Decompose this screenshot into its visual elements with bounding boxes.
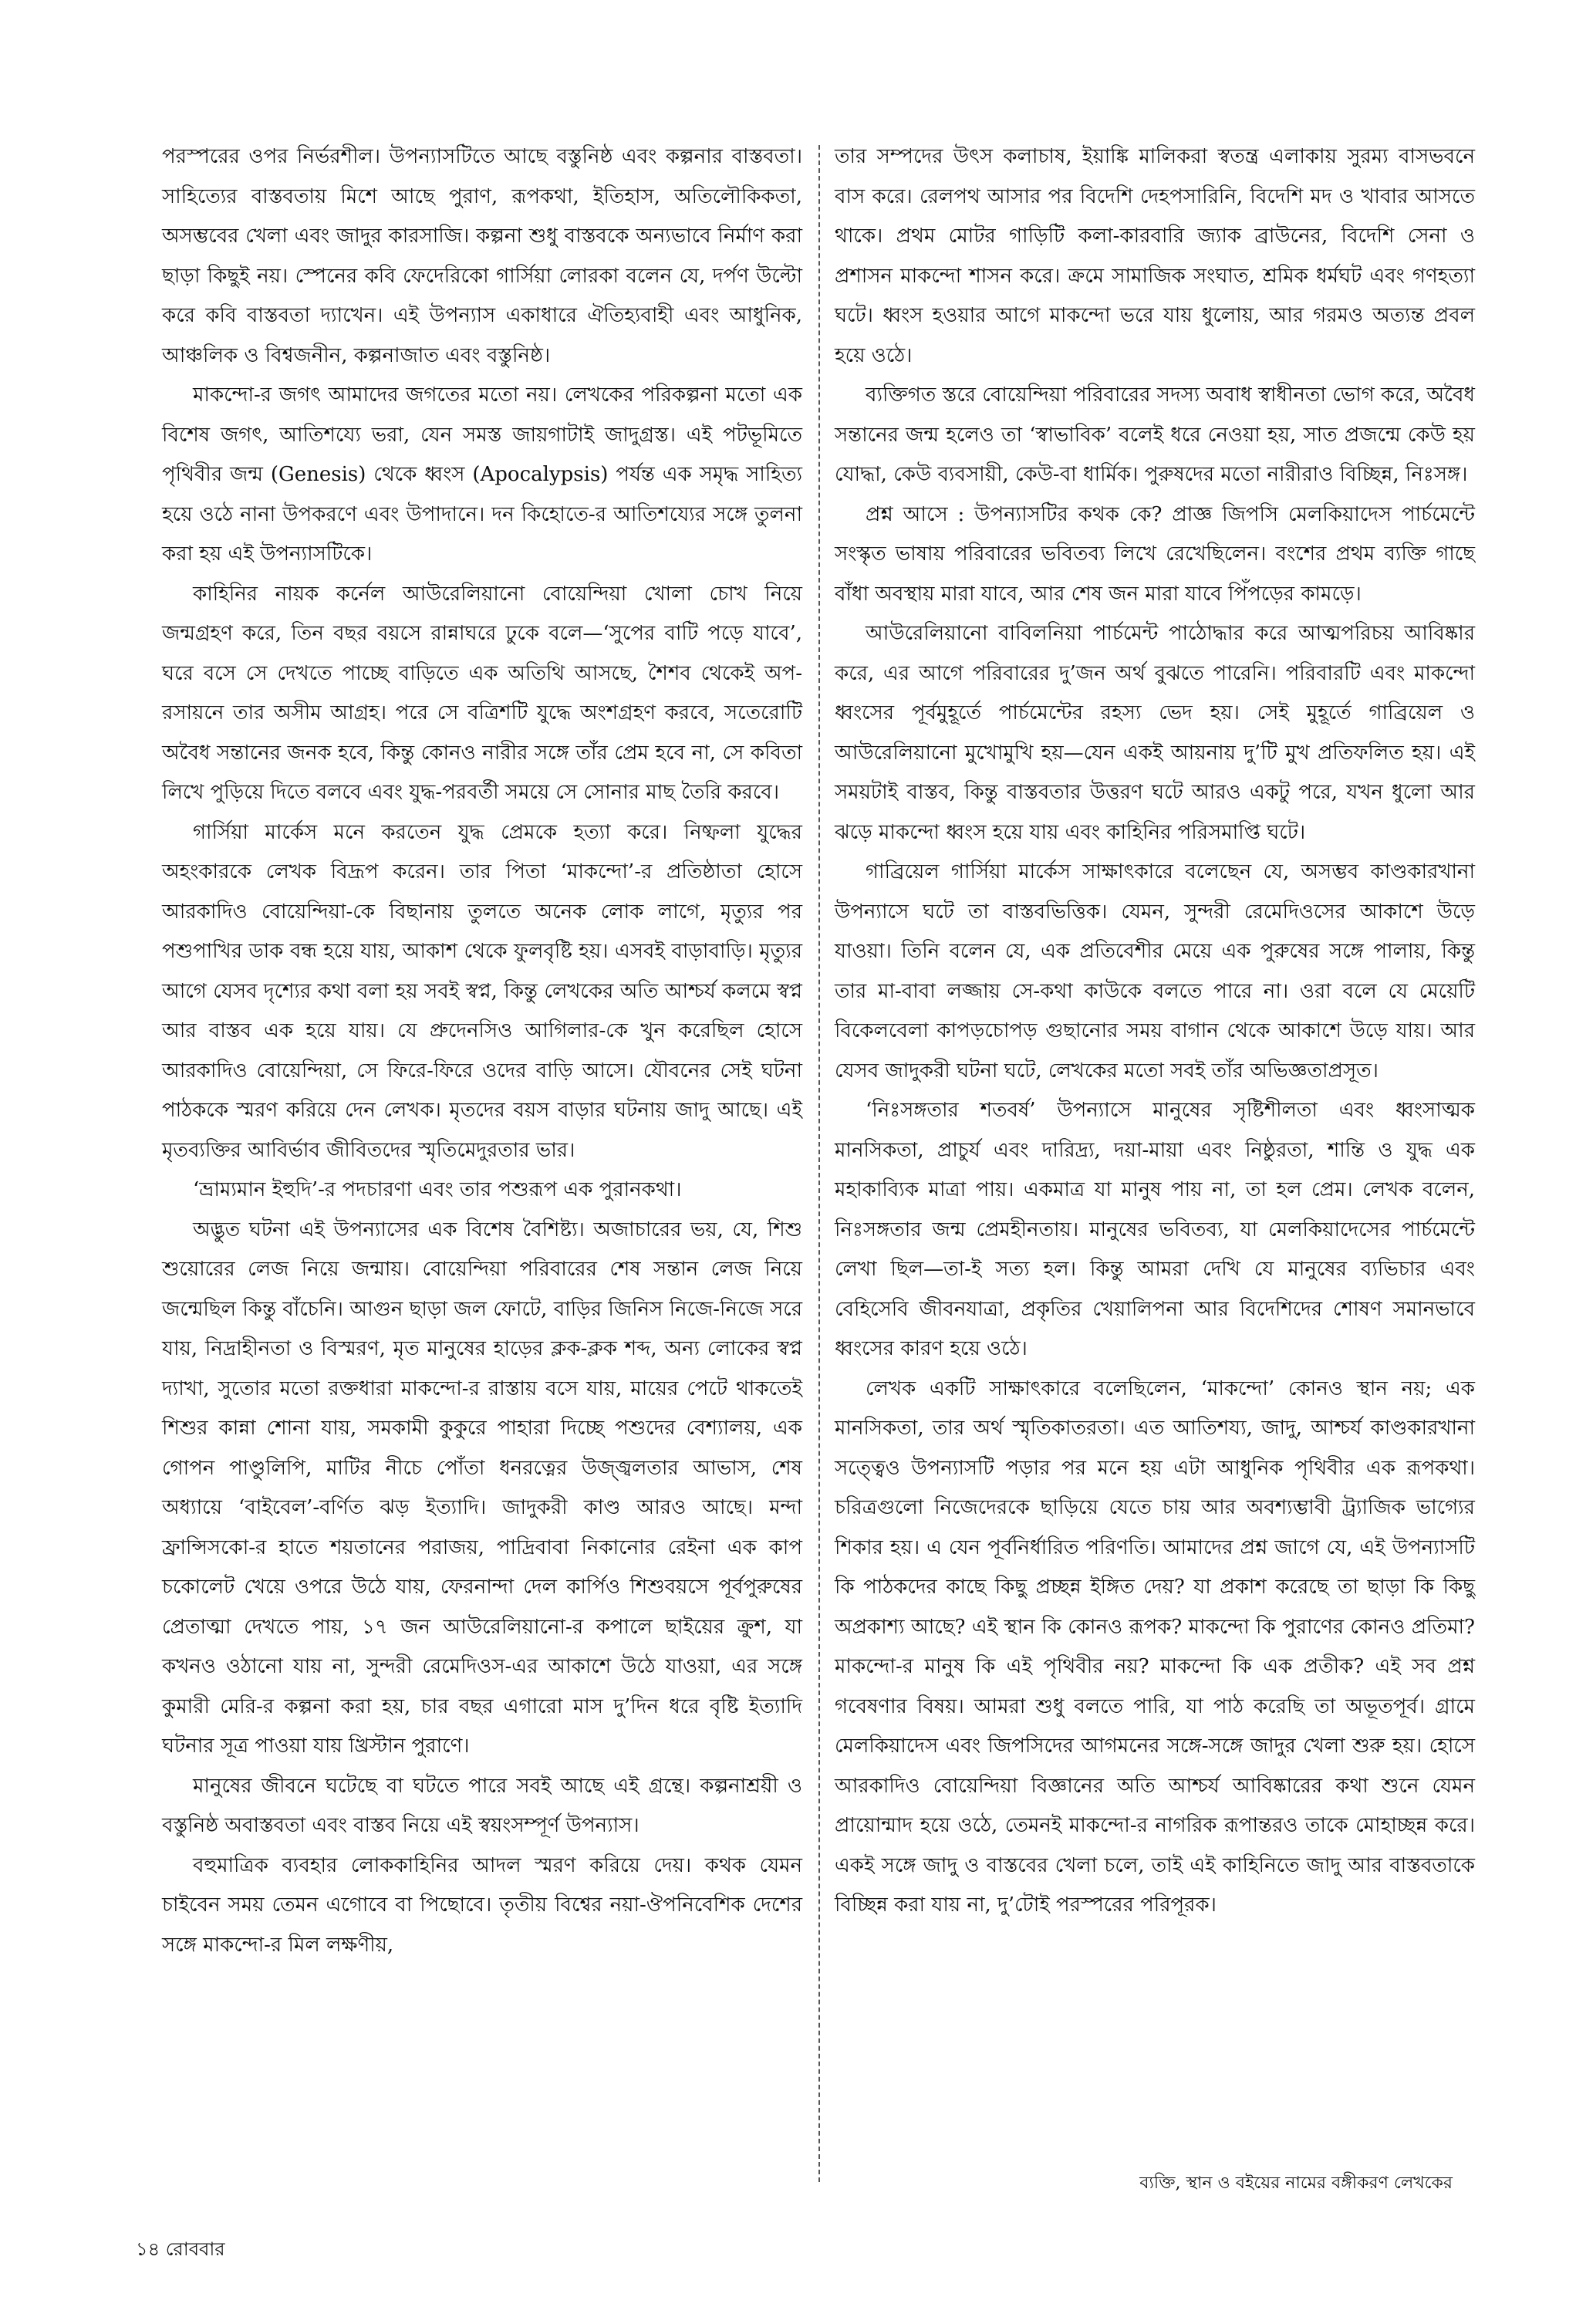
article-paragraph: ব্যক্তিগত স্তরে বোয়েন্দিয়া পরিবারের সদস্য অবাধ স্বাধীনতা ভোগ করে, অবৈধ সন্তানের জন্ম হলেও তা ‘স্বাভাবিক’ বলেই ধরে নেওয়া হয়, সাত প্রজন্মে কেউ হয় যোদ্ধা, কেউ ব্যবসায়ী, কেউ-বা ধার্মিক। পুরুষদের মতো নারীরাও বিচ্ছিন্ন, নিঃসঙ্গ।: [835, 383, 1475, 486]
article-paragraph: কাহিনির নায়ক কর্নেল আউরেলিয়ানো বোয়েন্দিয়া খোলা চোখ নিয়ে জন্মগ্রহণ করে, তিন বছর বয়সে রান্নাঘরে ঢুকে বলে—‘সুপের বাটি পড়ে যাবে’, ঘরে বসে সে দেখতে পাচ্ছে বাড়িতে এক অতিথি আসছে, শৈশব থেকেই অপ-রসায়নে তার অসীম আগ্রহ। পরে সে বত্রিশটি যুদ্ধে অংশগ্রহণ করবে, সতেরোটি অবৈধ সন্তানের জনক হবে, কিন্তু কোনও নারীর সঙ্গে তাঁর প্রেম হবে না, সে কবিতা লিখে পুড়িয়ে দিতে বলবে এবং যুদ্ধ-পরবর্তী সময়ে সে সোনার মাছ তৈরি করবে।: [162, 582, 802, 804]
article-paragraph: ‘ভ্রাম্যমান ইহুদি’-র পদচারণা এবং তার পশুরূপ এক পুরানকথা।: [193, 1178, 682, 1201]
article-paragraph: মানুষের জীবনে ঘটেছে বা ঘটতে পারে সবই আছে এই গ্রন্থে। কল্পনাশ্রয়ী ও বস্তুনিষ্ঠ অবাস্তবতা এবং বাস্তব নিয়ে এই স্বয়ংসম্পূর্ণ উপন্যাস।: [162, 1774, 802, 1837]
translation-credit-note: ব্যক্তি, স্থান ও বইয়ের নামের বঙ্গীকরণ লেখকের: [1139, 2174, 1453, 2193]
article-paragraph: গার্সিয়া মার্কেস মনে করতেন যুদ্ধ প্রেমকে হত্যা করে। নিষ্ফলা যুদ্ধের অহংকারকে লেখক বিদ্রূপ করেন। তার পিতা ‘মাকন্দো’-র প্রতিষ্ঠাতা হোসে আরকাদিও বোয়েন্দিয়া-কে বিছানায় তুলতে অনেক লোক লাগে, মৃত্যুর পর পশুপাখির ডাক বন্ধ হয়ে যায়, আকাশ থেকে ফুলবৃষ্টি হয়। এসবই বাড়াবাড়ি। মৃত্যুর আগে যেসব দৃশ্যের কথা বলা হয় সবই স্বপ্ন, কিন্তু লেখকের অতি আশ্চর্য কলমে স্বপ্ন আর বাস্তব এক হয়ে যায়। যে প্রুদেনসিও আগিলার-কে খুন করেছিল হোসে আরকাদিও বোয়েন্দিয়া, সে ফিরে-ফিরে ওদের বাড়ি আসে। যৌবনের সেই ঘটনা পাঠককে স্মরণ করিয়ে দেন লেখক। মৃতদের বয়স বাড়ার ঘটনায় জাদু আছে। এই মৃতব্যক্তির আবির্ভাব জীবিতদের স্মৃতিমেদুরতার ভার।: [162, 820, 802, 1162]
article-right-column: [835, 137, 1475, 1926]
article-paragraph: আউরেলিয়ানো বাবিলনিয়া পার্চমেন্ট পাঠোদ্ধার করে আত্মপরিচয় আবিষ্কার করে, এর আগে পরিবারের দু’জন অর্থ বুঝতে পারেনি। পরিবারটি এবং মাকন্দো ধ্বংসের পূর্বমুহূর্তে পার্চমেন্টের রহস্য ভেদ হয়। সেই মুহূর্তে গাব্রিয়েল ও আউরেলিয়ানো মুখোমুখি হয়—যেন একই আয়নায় দু’টি মুখ প্রতিফলিত হয়। এই সময়টাই বাস্তব, কিন্তু বাস্তবতার উত্তরণ ঘটে আরও একটু পরে, যখন ধুলো আর ঝড়ে মাকন্দো ধ্বংস হয়ে যায় এবং কাহিনির পরিসমাপ্তি ঘটে।: [835, 622, 1475, 844]
article-paragraph: লেখক একটি সাক্ষাৎকারে বলেছিলেন, ‘মাকন্দো’ কোনও স্থান নয়; এক মানসিকতা, তার অর্থ স্মৃতিকাতরতা। এত আতিশয্য, জাদু, আশ্চর্য কাণ্ডকারখানা সত্ত্বেও উপন্যাসটি পড়ার পর মনে হয় এটা আধুনিক পৃথিবীর এক রূপকথা। চরিত্রগুলো নিজেদেরকে ছাড়িয়ে যেতে চায় আর অবশ্যম্ভাবী ট্র্যাজিক ভাগ্যের শিকার হয়। এ যেন পূর্বনির্ধারিত পরিণতি। আমাদের প্রশ্ন জাগে যে, এই উপন্যাসটি কি পাঠকদের কাছে কিছু প্রচ্ছন্ন ইঙ্গিত দেয়? যা প্রকাশ করেছে তা ছাড়া কি কিছু অপ্রকাশ্য আছে? এই স্থান কি কোনও রূপক? মাকন্দো কি পুরাণের কোনও প্রতিমা? মাকন্দো-র মানুষ কি এই পৃথিবীর নয়? মাকন্দো কি এক প্রতীক? এই সব প্রশ্ন গবেষণার বিষয়। আমরা শুধু বলতে পারি, যা পাঠ করেছি তা অভূতপূর্ব। গ্রামে মেলকিয়াদেস এবং জিপসিদের আগমনের সঙ্গে-সঙ্গে জাদুর খেলা শুরু হয়। হোসে আরকাদিও বোয়েন্দিয়া বিজ্ঞানের অতি আশ্চর্য আবিষ্কারের কথা শুনে যেমন প্রায়োন্মাদ হয়ে ওঠে, তেমনই মাকন্দো-র নাগরিক রূপান্তরও তাকে মোহাচ্ছন্ন করে। একই সঙ্গে জাদু ও বাস্তবের খেলা চলে, তাই এই কাহিনিতে জাদু আর বাস্তবতাকে বিচ্ছিন্ন করা যায় না, দু’টোই পরস্পরের পরিপূরক।: [835, 1376, 1475, 1917]
article-paragraph: অদ্ভুত ঘটনা এই উপন্যাসের এক বিশেষ বৈশিষ্ট্য। অজাচারের ভয়, যে, শিশু শুয়োরের লেজ নিয়ে জন্মায়। বোয়েন্দিয়া পরিবারের শেষ সন্তান লেজ নিয়ে জন্মেছিল কিন্তু বাঁচেনি। আগুন ছাড়া জল ফোটে, বাড়ির জিনিস নিজে-নিজে সরে যায়, নিদ্রাহীনতা ও বিস্মরণ, মৃত মানুষের হাড়ের ক্লক-ক্লক শব্দ, অন্য লোকের স্বপ্ন দ্যাখা, সুতোর মতো রক্তধারা মাকন্দো-র রাস্তায় বসে যায়, মায়ের পেটে থাকতেই শিশুর কান্না শোনা যায়, সমকামী কুকুরে পাহারা দিচ্ছে পশুদের বেশ্যালয়, এক গোপন পাণ্ডুলিপি, মাটির নীচে পোঁতা ধনরত্নের উজ্জ্বলতার আভাস, শেষ অধ্যায়ে ‘বাইবেল’-বর্ণিত ঝড় ইত্যাদি। জাদুকরী কাণ্ড আরও আছে। মন্দা ফ্রান্সিসকো-র হাতে শয়তানের পরাজয়, পাদ্রিবাবা নিকানোর রেইনা এক কাপ চকোলেট খেয়ে ওপরে উঠে যায়, ফেরনান্দা দেল কার্পিও শিশুবয়সে পূর্বপুরুষের প্রেতাত্মা দেখতে পায়, ১৭ জন আউরেলিয়ানো-র কপালে ছাইয়ের ক্রুশ, যা কখনও ওঠানো যায় না, সুন্দরী রেমেদিওস-এর আকাশে উঠে যাওয়া, এর সঙ্গে কুমারী মেরি-র কল্পনা করা হয়, চার বছর এগারো মাস দু’দিন ধরে বৃষ্টি ইত্যাদি ঘটনার সূত্র পাওয়া যায় খ্রিস্টান পুরাণে।: [162, 1218, 802, 1758]
magazine-name: রোববার: [165, 2238, 225, 2260]
article-paragraph: মাকন্দো-র জগৎ আমাদের জগতের মতো নয়। লেখকের পরিকল্পনা মতো এক বিশেষ জগৎ, আতিশয্যে ভরা, যেন সমস্ত জায়গাটাই জাদুগ্রস্ত। এই পটভূমিতে পৃথিবীর জন্ম (Genesis) থেকে ধ্বংস (Apocalypsis) পর্যন্ত এক সমৃদ্ধ সাহিত্য হয়ে ওঠে নানা উপকরণে এবং উপাদানে। দন কিহোতে-র আতিশয্যের সঙ্গে তুলনা করা হয় এই উপন্যাসটিকে।: [162, 383, 802, 566]
page-number: ১৪: [136, 2238, 160, 2260]
article-paragraph: প্রশ্ন আসে : উপন্যাসটির কথক কে? প্রাজ্ঞ জিপসি মেলকিয়াদেস পার্চমেন্টে সংস্কৃত ভাষায় পরিবারের ভবিতব্য লিখে রেখেছিলেন। বংশের প্রথম ব্যক্তি গাছে বাঁধা অবস্থায় মারা যাবে, আর শেষ জন মারা যাবে পিঁপড়ের কামড়ে।: [835, 502, 1475, 606]
article-paragraph: ‘নিঃসঙ্গতার শতবর্ষ’ উপন্যাসে মানুষের সৃষ্টিশীলতা এবং ধ্বংসাত্মক মানসিকতা, প্রাচুর্য এবং দারিদ্র্য, দয়া-মায়া এবং নিষ্ঠুরতা, শান্তি ও যুদ্ধ এক মহাকাব্যিক মাত্রা পায়। একমাত্র যা মানুষ পায় না, তা হল প্রেম। লেখক বলেন, নিঃসঙ্গতার জন্ম প্রেমহীনতায়। মানুষের ভবিতব্য, যা মেলকিয়াদেসের পার্চমেন্টে লেখা ছিল—তা-ই সত্য হল। কিন্তু আমরা দেখি যে মানুষের ব্যভিচার এবং বেহিসেবি জীবনযাত্রা, প্রকৃতির খেয়ালিপনা আর বিদেশিদের শোষণ সমানভাবে ধ্বংসের কারণ হয়ে ওঠে।: [835, 1099, 1475, 1360]
article-left-column: [162, 137, 802, 1965]
column-divider: [818, 145, 820, 2182]
article-paragraph: তার সম্পদের উৎস কলাচাষ, ইয়াঙ্কি মালিকরা স্বতন্ত্র এলাকায় সুরম্য বাসভবনে বাস করে। রেলপথ আসার পর বিদেশি দেহপসারিনি, বিদেশি মদ ও খাবার আসতে থাকে। প্রথম মোটর গাড়িটি কলা-কারবারি জ্যাক ব্রাউনের, বিদেশি সেনা ও প্রশাসন মাকন্দো শাসন করে। ক্রমে সামাজিক সংঘাত, শ্রমিক ধর্মঘট এবং গণহত্যা ঘটে। ধ্বংস হওয়ার আগে মাকন্দো ভরে যায় ধুলোয়, আর গরমও অত্যন্ত প্রবল হয়ে ওঠে।: [835, 145, 1475, 367]
article-paragraph: বহুমাত্রিক ব্যবহার লোককাহিনির আদল স্মরণ করিয়ে দেয়। কথক যেমন চাইবেন সময় তেমন এগোবে বা পিছোবে। তৃতীয় বিশ্বের নয়া-ঔপনিবেশিক দেশের সঙ্গে মাকন্দো-র মিল লক্ষণীয়,: [162, 1853, 802, 1957]
page-footer: [136, 2236, 225, 2262]
article-paragraph: গাব্রিয়েল গার্সিয়া মার্কেস সাক্ষাৎকারে বলেছেন যে, অসম্ভব কাণ্ডকারখানা উপন্যাসে ঘটে তা বাস্তবভিত্তিক। যেমন, সুন্দরী রেমেদিওসের আকাশে উড়ে যাওয়া। তিনি বলেন যে, এক প্রতিবেশীর মেয়ে এক পুরুষের সঙ্গে পালায়, কিন্তু তার মা-বাবা লজ্জায় সে-কথা কাউকে বলতে পারে না। ওরা বলে যে মেয়েটি বিকেলবেলা কাপড়চোপড় গুছানোর সময় বাগান থেকে আকাশে উড়ে যায়। আর যেসব জাদুকরী ঘটনা ঘটে, লেখকের মতো সবই তাঁর অভিজ্ঞতাপ্রসূত।: [835, 860, 1475, 1083]
article-paragraph: পরস্পরের ওপর নির্ভরশীল। উপন্যাসটিতে আছে বস্তুনিষ্ঠ এবং কল্পনার বাস্তবতা। সাহিত্যের বাস্তবতায় মিশে আছে পুরাণ, রূপকথা, ইতিহাস, অতিলৌকিকতা, অসম্ভবের খেলা এবং জাদুর কারসাজি। কল্পনা শুধু বাস্তবকে অন্যভাবে নির্মাণ করা ছাড়া কিছুই নয়। স্পেনের কবি ফেদেরিকো গার্সিয়া লোরকা বলেন যে, দর্পণ উল্টো করে কবি বাস্তবতা দ্যাখেন। এই উপন্যাস একাধারে ঐতিহ্যবাহী এবং আধুনিক, আঞ্চলিক ও বিশ্বজনীন, কল্পনাজাত এবং বস্তুনিষ্ঠ।: [162, 145, 802, 367]
